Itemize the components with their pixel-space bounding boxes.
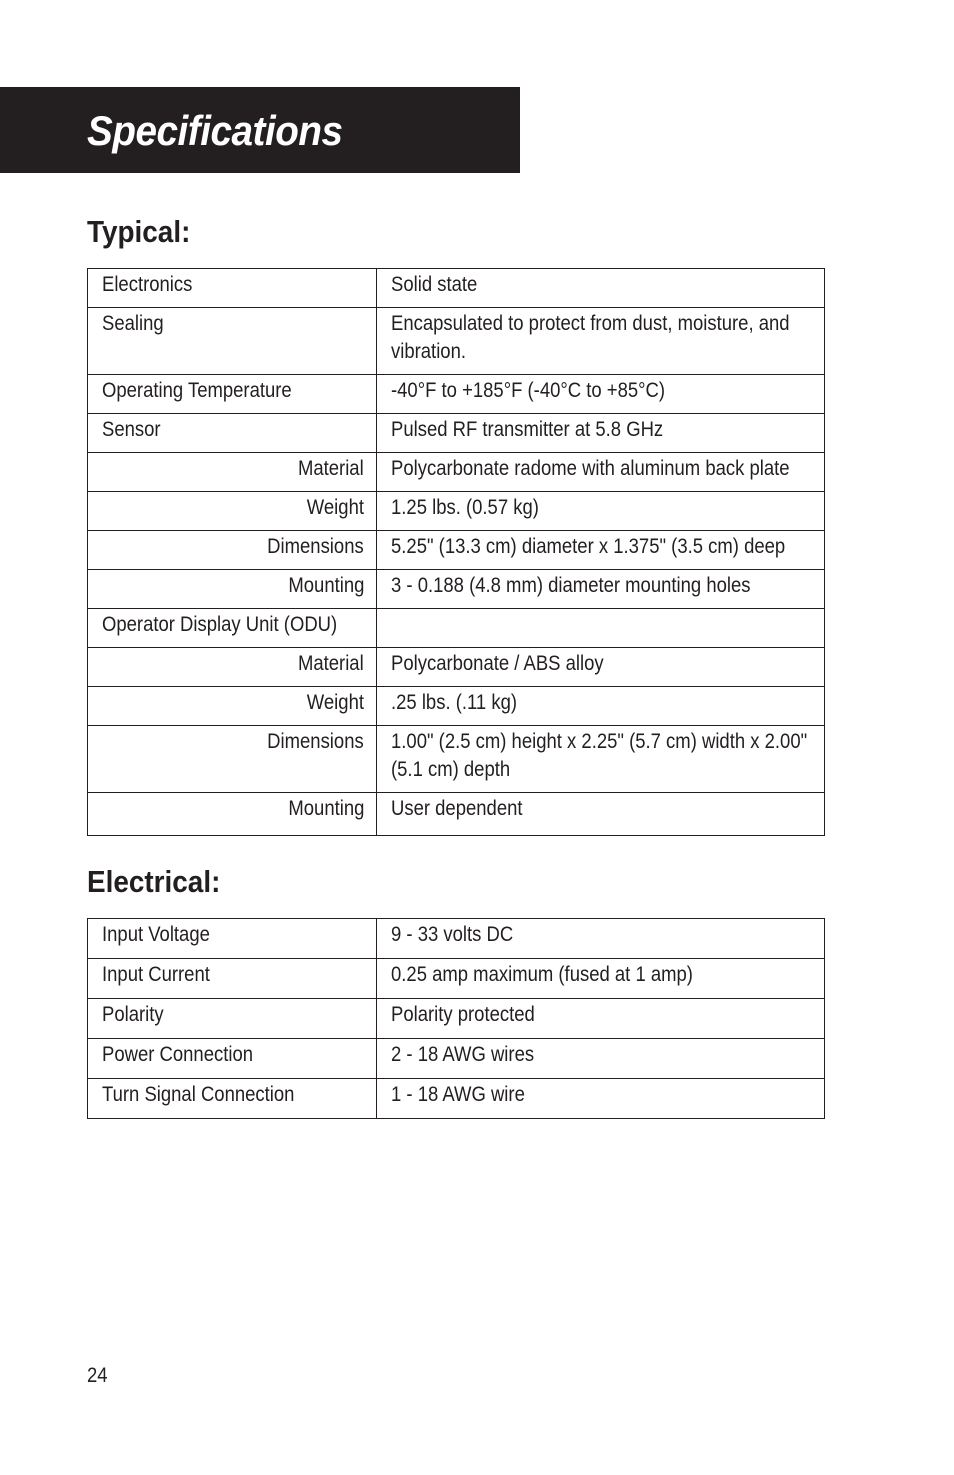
table-row xyxy=(88,570,825,609)
table-row xyxy=(88,959,825,999)
table-row xyxy=(88,414,825,453)
spec-label: Operating Temperature xyxy=(88,375,377,414)
spec-value: Polycarbonate / ABS alloy xyxy=(377,648,825,687)
spec-value: 9 - 33 volts DC xyxy=(377,919,825,959)
spec-value: User dependent xyxy=(377,793,825,836)
table-row xyxy=(88,453,825,492)
spec-sublabel: Mounting xyxy=(88,570,377,609)
spec-value: Solid state xyxy=(377,269,825,308)
spec-value: 2 - 18 AWG wires xyxy=(377,1039,825,1079)
spec-label: Polarity xyxy=(88,999,377,1039)
table-row xyxy=(88,375,825,414)
spec-sublabel: Weight xyxy=(88,492,377,531)
table-row xyxy=(88,919,825,959)
spec-label: Input Current xyxy=(88,959,377,999)
table-row xyxy=(88,648,825,687)
table-row xyxy=(88,726,825,793)
table-row xyxy=(88,269,825,308)
spec-sublabel: Material xyxy=(88,453,377,492)
table-row xyxy=(88,492,825,531)
spec-label: Power Connection xyxy=(88,1039,377,1079)
table-row xyxy=(88,609,825,648)
typical-heading: Typical: xyxy=(87,214,191,249)
spec-sublabel: Weight xyxy=(88,687,377,726)
spec-sublabel: Mounting xyxy=(88,793,377,836)
spec-value: 1.25 lbs. (0.57 kg) xyxy=(377,492,825,531)
spec-value: 5.25" (13.3 cm) diameter x 1.375" (3.5 cm) deep xyxy=(377,531,825,570)
spec-sublabel: Dimensions xyxy=(88,531,377,570)
spec-value: .25 lbs. (.11 kg) xyxy=(377,687,825,726)
spec-value: 1.00" (2.5 cm) height x 2.25" (5.7 cm) width x 2.00" (5.1 cm) depth xyxy=(377,726,825,793)
spec-label: Turn Signal Connection xyxy=(88,1079,377,1119)
electrical-spec-table xyxy=(87,918,825,1119)
typical-spec-table xyxy=(87,268,825,836)
electrical-heading: Electrical: xyxy=(87,864,221,899)
spec-label: Sealing xyxy=(88,308,377,375)
table-row xyxy=(88,308,825,375)
table-row xyxy=(88,1039,825,1079)
spec-label: Operator Display Unit (ODU) xyxy=(88,609,377,648)
spec-label: Input Voltage xyxy=(88,919,377,959)
table-row xyxy=(88,793,825,836)
spec-label: Electronics xyxy=(88,269,377,308)
table-row xyxy=(88,999,825,1039)
spec-value: Encapsulated to protect from dust, moisture, and vibration. xyxy=(377,308,825,375)
spec-label: Sensor xyxy=(88,414,377,453)
spec-value: Pulsed RF transmitter at 5.8 GHz xyxy=(377,414,825,453)
spec-value: 1 - 18 AWG wire xyxy=(377,1079,825,1119)
spec-value: Polycarbonate radome with aluminum back plate xyxy=(377,453,825,492)
table-row xyxy=(88,687,825,726)
spec-value: Polarity protected xyxy=(377,999,825,1039)
spec-value xyxy=(377,609,825,648)
spec-value: 0.25 amp maximum (fused at 1 amp) xyxy=(377,959,825,999)
table-row xyxy=(88,1079,825,1119)
page-number: 24 xyxy=(87,1364,108,1387)
spec-sublabel: Material xyxy=(88,648,377,687)
page-title: Specifications xyxy=(87,107,343,154)
spec-sublabel: Dimensions xyxy=(88,726,377,793)
spec-value: 3 - 0.188 (4.8 mm) diameter mounting holes xyxy=(377,570,825,609)
table-row xyxy=(88,531,825,570)
spec-value: -40°F to +185°F (-40°C to +85°C) xyxy=(377,375,825,414)
